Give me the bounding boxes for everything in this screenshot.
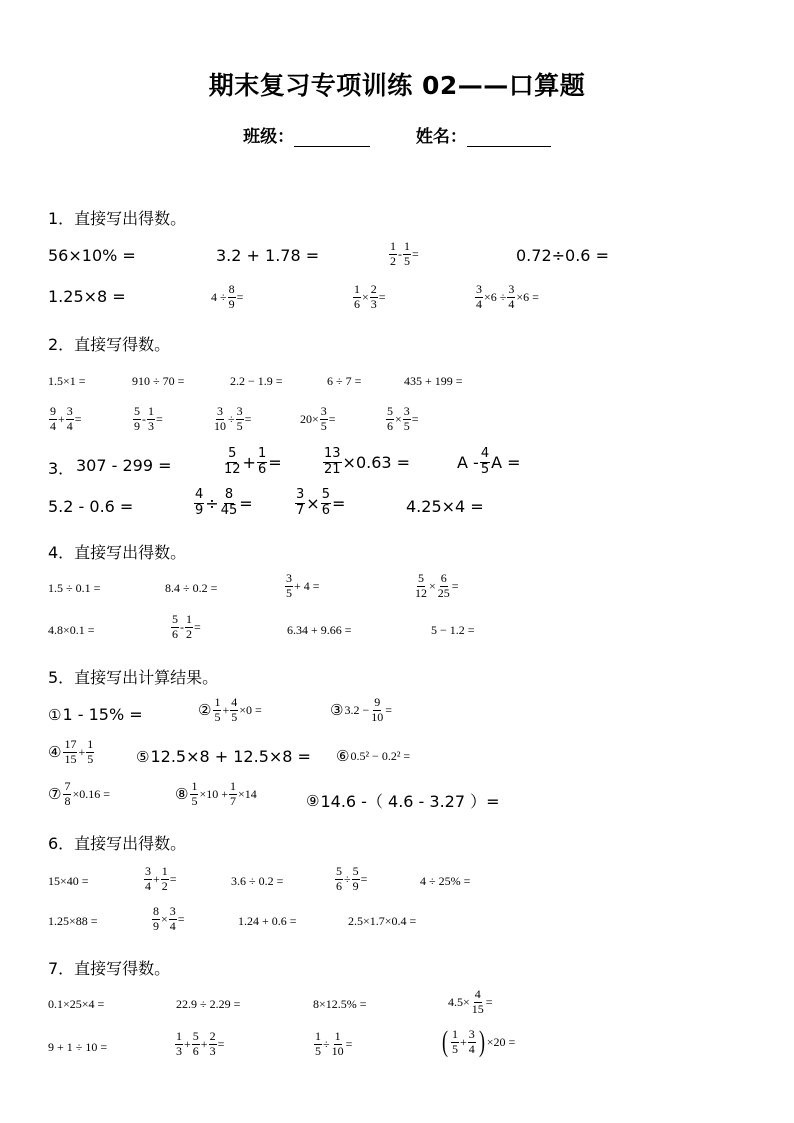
problem: 1.5 ÷ 0.1 = <box>48 581 101 595</box>
section-5-title: 5．直接写出计算结果。 <box>48 668 219 687</box>
problem: 3.6 ÷ 0.2 = <box>231 874 284 888</box>
problem: $\frac{9}{4}$ + $\frac{3}{4}$ = <box>50 404 82 433</box>
problem: ⑤ 12.5×8 + 12.5×8 = <box>136 747 311 766</box>
problem: ③ 3.2 − $\frac{9}{10}$ = <box>330 695 393 724</box>
problem: 2.2 − 1.9 = <box>230 374 283 388</box>
problem: 307 - 299 = <box>76 456 172 475</box>
problem: $\frac{5}{12}$ + $\frac{1}{6}$ = <box>224 446 282 477</box>
problem: 1.25×88 = <box>48 914 98 928</box>
section-2-title: 2．直接写得数。 <box>48 335 171 354</box>
name-label: 姓名： <box>415 127 467 147</box>
problem: 0.72÷0.6 = <box>516 246 609 265</box>
problem: 4.5× $\frac{4}{15}$ = <box>448 987 493 1016</box>
problem: ( $\frac{1}{5}$ + $\frac{3}{4}$ ) ×20 = <box>442 1025 516 1058</box>
section-6-title: 6．直接写出得数。 <box>48 834 187 853</box>
problem: $\frac{5}{6}$ ÷ $\frac{5}{9}$ = <box>336 864 368 893</box>
problem: 6 ÷ 7 = <box>327 374 362 388</box>
problem: ② $\frac{1}{5}$ + $\frac{4}{5}$ ×0 = <box>198 695 262 724</box>
problem: 4 ÷ $\frac{8}{9}$ = <box>211 282 244 311</box>
section-4-title: 4．直接写出得数。 <box>48 543 187 562</box>
problem: 4.8×0.1 = <box>48 623 95 637</box>
problem: $\frac{5}{12}$ × $\frac{6}{25}$ = <box>415 571 459 600</box>
problem: 9 + 1 ÷ 10 = <box>48 1040 108 1054</box>
problem: 1.24 + 0.6 = <box>238 914 297 928</box>
problem: 2.5×1.7×0.4 = <box>348 914 417 928</box>
problem: 4 ÷ 25% = <box>420 874 471 888</box>
problem: 20× $\frac{3}{5}$ = <box>300 404 336 433</box>
problem: 4.25×4 = <box>406 497 484 516</box>
header-fields <box>0 122 794 147</box>
problem: $\frac{5}{6}$ - $\frac{1}{2}$ = <box>172 612 201 641</box>
problem: $\frac{13}{21}$ ×0.63 = <box>324 446 411 477</box>
problem: $\frac{5}{6}$ × $\frac{3}{5}$ = <box>387 404 419 433</box>
problem: ⑨ 14.6 -（ 4.6 - 3.27 ）= <box>306 791 500 811</box>
problem: 1.25×8 = <box>48 287 126 306</box>
problem: ④ $\frac{17}{15}$ + $\frac{1}{5}$ <box>48 737 94 766</box>
problem: 0.1×25×4 = <box>48 997 105 1011</box>
class-label: 班级： <box>243 127 295 147</box>
problem: 910 ÷ 70 = <box>132 374 185 388</box>
problem: 22.9 ÷ 2.29 = <box>176 997 241 1011</box>
problem: 1.5×1 = <box>48 374 86 388</box>
page-title: 期末复习专项训练 02——口算题 <box>208 71 586 100</box>
name-blank[interactable] <box>467 128 551 147</box>
problem: $\frac{3}{5}$ + 4 = <box>286 571 320 600</box>
problem: 8.4 ÷ 0.2 = <box>165 581 218 595</box>
problem: ① 1 - 15% = <box>48 705 143 724</box>
problem: A - $\frac{4}{5}$ A = <box>457 446 521 477</box>
problem: 6.34 + 9.66 = <box>287 623 352 637</box>
problem: $\frac{1}{3}$ + $\frac{5}{6}$ + $\frac{2}{3}$ = <box>176 1029 225 1058</box>
problem: 56×10% = <box>48 246 136 265</box>
section-7-title: 7．直接写得数。 <box>48 959 171 978</box>
class-blank[interactable] <box>294 128 370 147</box>
problem: $\frac{1}{2}$ - $\frac{1}{5}$ = <box>390 239 419 268</box>
problem: $\frac{1}{6}$ × $\frac{2}{3}$ = <box>354 282 386 311</box>
problem: 5.2 - 0.6 = <box>48 497 134 516</box>
problem: 15×40 = <box>48 874 89 888</box>
problem: ⑦ $\frac{7}{8}$ ×0.16 = <box>48 779 110 808</box>
problem: $\frac{4}{9}$ ÷ $\frac{8}{45}$ = <box>195 487 253 518</box>
problem: $\frac{3}{4}$ + $\frac{1}{2}$ = <box>145 864 177 893</box>
problem: 435 + 199 = <box>404 374 463 388</box>
problem: ⑧ $\frac{1}{5}$ ×10 + $\frac{1}{7}$ ×14 <box>175 779 257 808</box>
section-1-title: 1．直接写出得数。 <box>48 209 187 228</box>
problem: $\frac{3}{7}$ × $\frac{5}{6}$ = <box>296 487 346 518</box>
section-3-title: 3． <box>48 459 75 478</box>
problem: $\frac{3}{4}$ ×6 ÷ $\frac{3}{4}$ ×6 = <box>476 282 539 311</box>
problem: $\frac{8}{9}$ × $\frac{3}{4}$ = <box>153 904 185 933</box>
problem: $\frac{3}{10}$ ÷ $\frac{3}{5}$ = <box>214 404 252 433</box>
problem: 3.2 + 1.78 = <box>216 246 320 265</box>
problem: $\frac{1}{5}$ ÷ $\frac{1}{10}$ = <box>315 1029 353 1058</box>
problem: $\frac{5}{9}$ - $\frac{1}{3}$ = <box>134 404 163 433</box>
problem: 5 − 1.2 = <box>431 623 475 637</box>
problem: 8×12.5% = <box>313 997 367 1011</box>
problem: ⑥ 0.5² − 0.2² = <box>336 747 411 765</box>
